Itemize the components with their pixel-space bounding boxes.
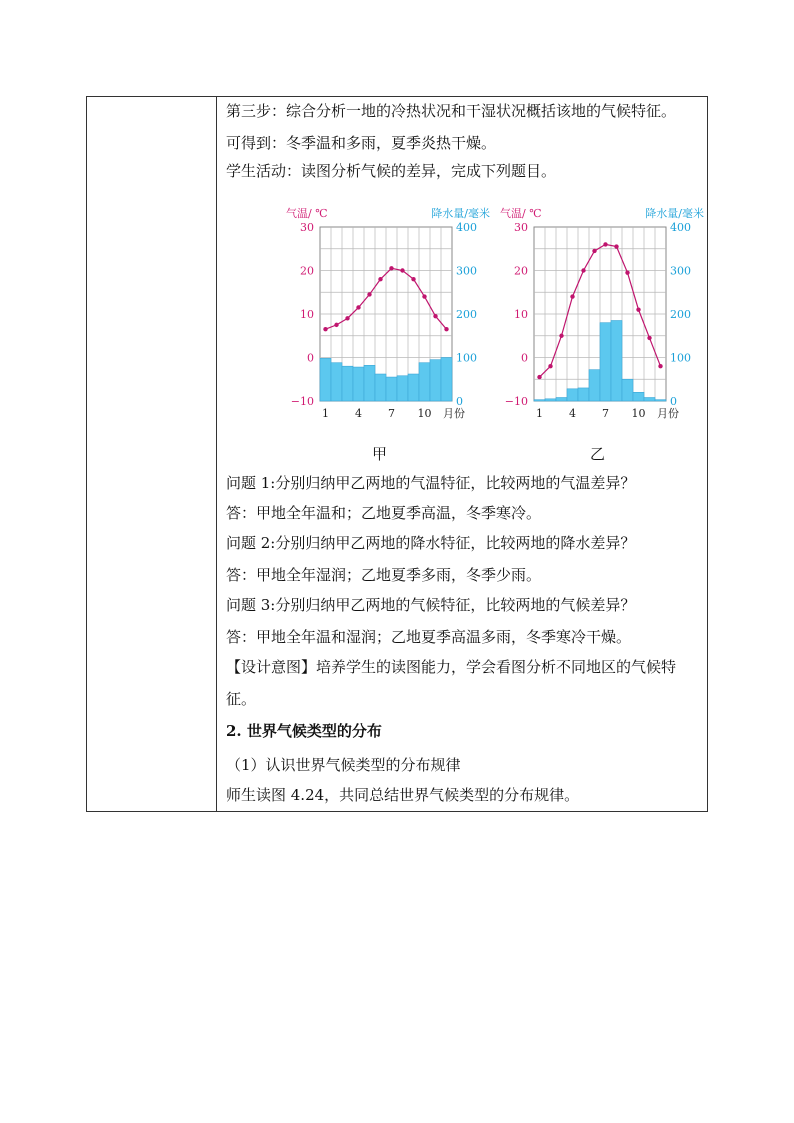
activity-text: 学生活动：读图分析气候的差异，完成下列题目。	[226, 162, 557, 180]
temp-tick-jia: 0	[307, 351, 314, 365]
precip-bar-jia	[353, 367, 364, 401]
precip-bar-jia	[408, 374, 419, 401]
table-left-column	[87, 97, 217, 811]
question-2: 问题 2:分别归纳甲乙两地的降水特征，比较两地的降水差异？	[226, 534, 636, 552]
precip-bar-yi	[589, 370, 600, 401]
temp-point-yi	[625, 270, 629, 274]
precip-tick-yi: 200	[670, 308, 691, 321]
temp-point-yi	[559, 334, 563, 338]
temp-point-jia	[323, 327, 327, 331]
temp-point-jia	[367, 292, 371, 296]
temp-point-yi	[570, 294, 574, 298]
step3-text: 第三步：综合分析一地的冷热状况和干湿状况概括该地的气候特征。	[226, 102, 677, 120]
precip-bar-yi	[578, 388, 589, 401]
temp-point-jia	[400, 268, 404, 272]
precip-tick-yi: 300	[670, 264, 691, 278]
precip-bar-jia	[397, 376, 408, 401]
precip-bar-yi	[534, 400, 545, 401]
temp-point-yi	[603, 242, 607, 246]
precip-bar-jia	[320, 358, 331, 401]
precip-tick-jia: 400	[456, 221, 477, 234]
temp-point-jia	[345, 316, 349, 320]
temp-tick-jia: −10	[290, 395, 314, 408]
precip-bar-yi	[655, 400, 666, 401]
precip-bar-yi	[622, 379, 633, 401]
precip-tick-jia: 300	[456, 264, 477, 278]
precip-tick-yi: 100	[670, 351, 691, 365]
precip-bar-jia	[441, 358, 452, 402]
temp-point-jia	[444, 327, 448, 331]
design-intent: 【设计意图】培养学生的读图能力，学会看图分析不同地区的气候特	[226, 658, 677, 676]
precip-bar-yi	[633, 392, 644, 401]
answer-2: 答：甲地全年湿润；乙地夏季多雨，冬季少雨。	[226, 566, 542, 584]
temp-point-jia	[378, 277, 382, 281]
closing-text: 师生读图 4.24，共同总结世界气候类型的分布规律。	[226, 786, 580, 804]
precip-bar-yi	[611, 321, 622, 401]
temp-axis-title-jia: 气温/ ℃	[286, 207, 328, 220]
table-right-column	[218, 97, 707, 811]
temp-point-yi	[592, 249, 596, 253]
precip-tick-jia: 0	[456, 395, 463, 408]
precip-axis-title-jia: 降水量/毫米	[431, 207, 490, 220]
temp-tick-yi: −10	[504, 395, 528, 408]
climate-chart-svg	[244, 201, 704, 461]
month-tick-jia: 10	[417, 407, 432, 420]
month-tick-yi: 1	[536, 407, 543, 420]
precip-bar-jia	[342, 366, 353, 401]
answer-3: 答：甲地全年温和湿润；乙地夏季高温多雨，冬季寒冷干燥。	[226, 628, 632, 646]
precip-bar-jia	[331, 363, 342, 401]
temp-point-yi	[537, 375, 541, 379]
subsection-heading: （1）认识世界气候类型的分布规律	[226, 756, 461, 774]
temp-point-jia	[356, 305, 360, 309]
temp-point-yi	[658, 364, 662, 368]
temp-point-jia	[334, 323, 338, 327]
precip-bar-jia	[386, 377, 397, 401]
chart-label-yi: 乙	[590, 445, 606, 463]
temp-point-jia	[433, 314, 437, 318]
precip-bar-yi	[545, 399, 556, 401]
temp-tick-yi: 0	[521, 351, 528, 365]
precip-tick-yi: 0	[670, 395, 677, 408]
temp-point-yi	[636, 307, 640, 311]
month-tick-jia: 4	[355, 407, 362, 420]
month-tick-yi: 10	[631, 407, 646, 420]
temp-point-yi	[614, 244, 618, 248]
temp-tick-yi: 30	[514, 221, 528, 234]
precip-axis-title-yi: 降水量/毫米	[645, 207, 704, 220]
temp-tick-jia: 10	[300, 308, 314, 321]
temp-tick-yi: 20	[514, 264, 528, 278]
result-text: 可得到：冬季温和多雨，夏季炎热干燥。	[226, 134, 497, 152]
month-tick-yi: 7	[602, 407, 609, 420]
temp-point-yi	[548, 364, 552, 368]
temp-tick-yi: 10	[514, 308, 528, 321]
temp-point-yi	[581, 268, 585, 272]
precip-bar-jia	[375, 374, 386, 401]
precip-bar-yi	[600, 323, 611, 401]
question-1: 问题 1:分别归纳甲乙两地的气温特征，比较两地的气温差异？	[226, 474, 636, 492]
precip-bar-jia	[364, 365, 375, 401]
precip-bar-yi	[567, 389, 578, 401]
chart-label-jia: 甲	[372, 445, 388, 463]
month-tick-jia: 7	[388, 407, 395, 420]
precip-tick-yi: 400	[670, 221, 691, 234]
question-3: 问题 3:分别归纳甲乙两地的气候特征，比较两地的气候差异？	[226, 596, 636, 614]
temp-point-jia	[411, 277, 415, 281]
month-tick-jia: 1	[322, 407, 329, 420]
temp-point-jia	[422, 294, 426, 298]
temp-tick-jia: 20	[300, 264, 314, 278]
climate-charts	[244, 201, 704, 461]
precip-bar-jia	[430, 360, 441, 401]
temp-axis-title-yi: 气温/ ℃	[500, 207, 542, 220]
temp-point-yi	[647, 336, 651, 340]
precip-bar-yi	[556, 398, 567, 401]
month-unit-yi: 月份	[657, 407, 679, 420]
section-heading: 2. 世界气候类型的分布	[226, 722, 382, 740]
temp-tick-jia: 30	[300, 221, 314, 234]
month-unit-jia: 月份	[443, 407, 465, 420]
answer-1: 答：甲地全年温和；乙地夏季高温，冬季寒冷。	[226, 504, 542, 522]
month-tick-yi: 4	[569, 407, 576, 420]
precip-bar-yi	[644, 398, 655, 401]
precip-bar-jia	[419, 363, 430, 401]
lesson-table	[86, 96, 708, 812]
precip-tick-jia: 100	[456, 351, 477, 365]
temp-point-jia	[389, 266, 393, 270]
precip-tick-jia: 200	[456, 308, 477, 321]
design-intent-cont: 征。	[226, 690, 257, 708]
